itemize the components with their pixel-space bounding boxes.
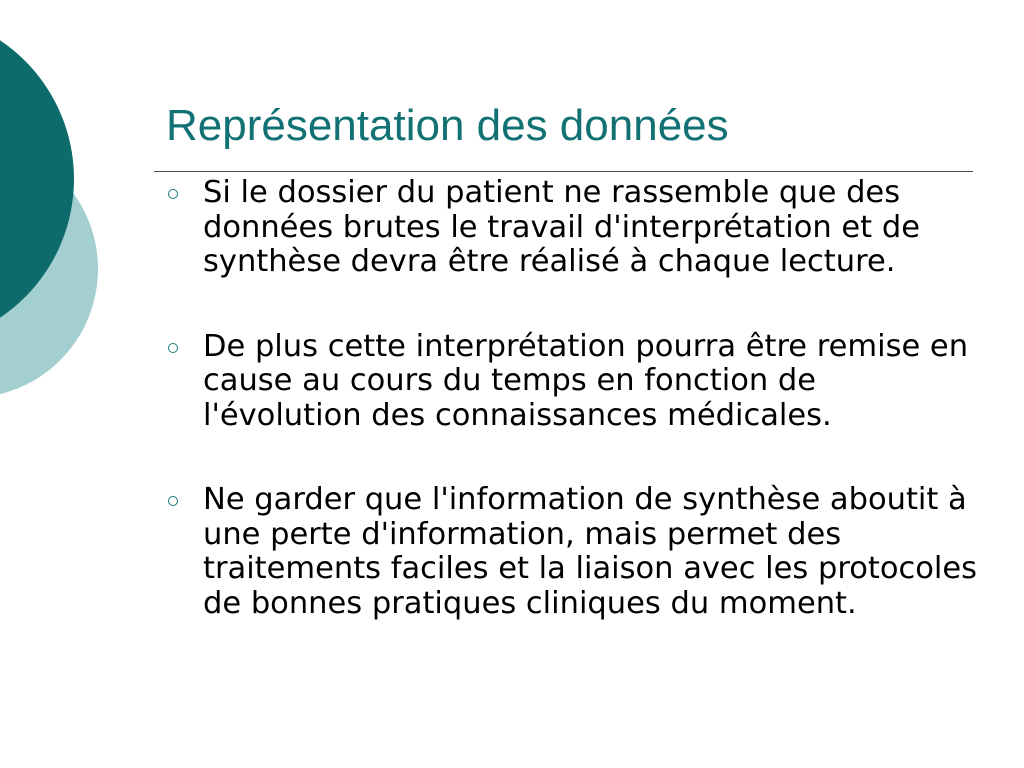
bullet-text: Si le dossier du patient ne rassemble que des données brutes le travail d'interprétation et de synthèse devra être réalisé à chaque lecture. bbox=[203, 175, 920, 279]
title-divider bbox=[154, 171, 973, 172]
list-item bbox=[164, 483, 984, 621]
list-item bbox=[164, 330, 984, 434]
slide-title: Représentation des données bbox=[166, 101, 729, 150]
bullet-text: Ne garder que l'information de synthèse aboutit à une perte d'information, mais permet des traitements faciles et la liaison avec les protocoles de bonnes pratiques cliniques du moment. bbox=[203, 482, 978, 621]
hollow-circle-icon bbox=[168, 189, 178, 199]
bullet-text: De plus cette interprétation pourra être remise en cause au cours du temps en fonction de l'évolution des connaissances médicales. bbox=[203, 328, 969, 433]
list-item bbox=[164, 176, 984, 280]
bullet-list bbox=[164, 176, 984, 671]
hollow-circle-icon bbox=[168, 496, 178, 506]
hollow-circle-icon bbox=[168, 343, 178, 353]
